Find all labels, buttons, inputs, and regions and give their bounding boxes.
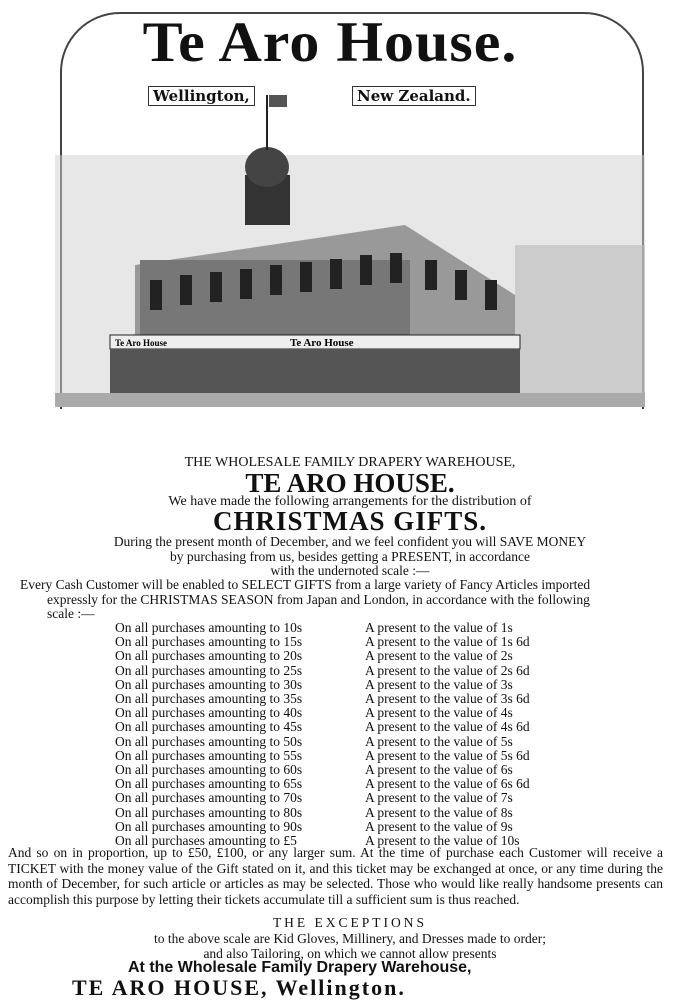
intro-line3: During the present month of December, and we feel confident you will SAVE MONEY xyxy=(113,534,587,549)
scale-row xyxy=(0,777,700,791)
scale-row xyxy=(0,763,700,777)
present-value: A present to the value of 10s xyxy=(365,833,520,848)
purchase-amount: On all purchases amounting to 55s xyxy=(115,747,303,763)
purchase-amount: On all purchases amounting to 25s xyxy=(115,662,303,678)
building-illustration xyxy=(55,95,645,415)
present-value: A present to the value of 1s xyxy=(365,620,513,635)
ad-title: Te Aro House. xyxy=(142,10,518,74)
present-value: A present to the value of 1s 6d xyxy=(365,634,530,650)
intro-line4: by purchasing from us, besides getting a PRESENT, in accordance xyxy=(169,549,531,564)
scale-row xyxy=(0,664,700,678)
purchase-amount: On all purchases amounting to 45s xyxy=(115,719,303,735)
scale-row xyxy=(0,706,700,720)
present-value: A present to the value of 5s xyxy=(365,733,513,749)
scale-row xyxy=(0,806,700,820)
country-label: New Zealand. xyxy=(352,86,476,106)
purchase-amount: On all purchases amounting to 70s xyxy=(115,790,303,806)
exceptions-heading: THE EXCEPTIONS xyxy=(272,915,428,930)
scale-row xyxy=(0,720,700,734)
present-value: A present to the value of 4s xyxy=(365,705,513,721)
exceptions-line1: to the above scale are Kid Gloves, Millinery, and Dresses made to order; xyxy=(153,931,546,946)
present-value: A present to the value of 9s xyxy=(365,818,513,834)
intro-para2: expressly for the CHRISTMAS SEASON from Japan and London, in accordance with the following xyxy=(47,592,590,607)
scale-row xyxy=(0,749,700,763)
intro-line1: THE WHOLESALE FAMILY DRAPERY WAREHOUSE, xyxy=(184,455,516,470)
present-value: A present to the value of 3s 6d xyxy=(365,691,530,706)
intro-para3: scale :— xyxy=(47,606,95,621)
headline: CHRISTMAS GIFTS. xyxy=(212,506,488,536)
body-paragraph: And so on in proportion, up to £50, £100, or any larger sum. At the time of purchase each Customer will receive a TICKET with the money value of the Gift stated on it, and this ticket may be exchanged at once, or any time during the month of December, for such article or articles as may be selected. Those who would like really handsome presents can accomplish this purpose by letting their tickets accumulate till a sufficient sum is thus reached. xyxy=(8,845,663,907)
scale-row xyxy=(0,649,700,663)
city-label: Wellington, xyxy=(148,86,255,106)
scale-row xyxy=(0,621,700,635)
scale-row xyxy=(0,820,700,834)
purchase-amount: On all purchases amounting to 15s xyxy=(115,634,303,650)
purchase-amount: On all purchases amounting to 20s xyxy=(115,648,303,664)
purchase-amount: On all purchases amounting to 40s xyxy=(115,705,303,721)
exceptions-line2: and also Tailoring, on which we cannot allow presents xyxy=(203,946,497,961)
present-value: A present to the value of 3s xyxy=(365,676,513,692)
present-value: A present to the value of 7s xyxy=(365,790,513,806)
scale-row xyxy=(0,635,700,649)
purchase-amount: On all purchases amounting to 35s xyxy=(115,691,303,706)
present-value: A present to the value of 8s xyxy=(365,804,513,820)
present-value: A present to the value of 2s 6d xyxy=(365,662,530,678)
store-name: TE ARO HOUSE. xyxy=(245,468,455,498)
intro-para1: Every Cash Customer will be enabled to SELECT GIFTS from a large variety of Fancy Articles imported xyxy=(20,577,591,592)
present-value: A present to the value of 6s 6d xyxy=(365,776,530,792)
purchase-amount: On all purchases amounting to 10s xyxy=(115,620,303,635)
scale-row xyxy=(0,692,700,706)
purchase-amount: On all purchases amounting to 60s xyxy=(115,762,303,777)
footer-line1: At the Wholesale Family Drapery Warehouse, xyxy=(128,959,472,976)
purchase-amount: On all purchases amounting to £5 xyxy=(115,833,297,848)
sign-left: Te Aro House xyxy=(115,338,168,348)
purchase-amount: On all purchases amounting to 80s xyxy=(115,804,303,820)
purchase-amount: On all purchases amounting to 65s xyxy=(115,776,303,792)
purchase-amount: On all purchases amounting to 90s xyxy=(115,818,303,834)
intro-line5: with the undernoted scale :— xyxy=(270,563,430,578)
intro-line2: We have made the following arrangements for the distribution of xyxy=(168,494,532,509)
purchase-amount: On all purchases amounting to 30s xyxy=(115,676,303,692)
present-value: A present to the value of 5s 6d xyxy=(365,747,530,763)
scale-row xyxy=(0,678,700,692)
present-value: A present to the value of 2s xyxy=(365,648,513,664)
footer-line2: TE ARO HOUSE, Wellington. xyxy=(72,975,406,1000)
present-value: A present to the value of 6s xyxy=(365,762,513,777)
scale-row xyxy=(0,791,700,805)
purchase-amount: On all purchases amounting to 50s xyxy=(115,733,303,749)
sign-main: Te Aro House xyxy=(290,337,354,349)
present-value: A present to the value of 4s 6d xyxy=(365,719,530,735)
scale-row xyxy=(0,735,700,749)
